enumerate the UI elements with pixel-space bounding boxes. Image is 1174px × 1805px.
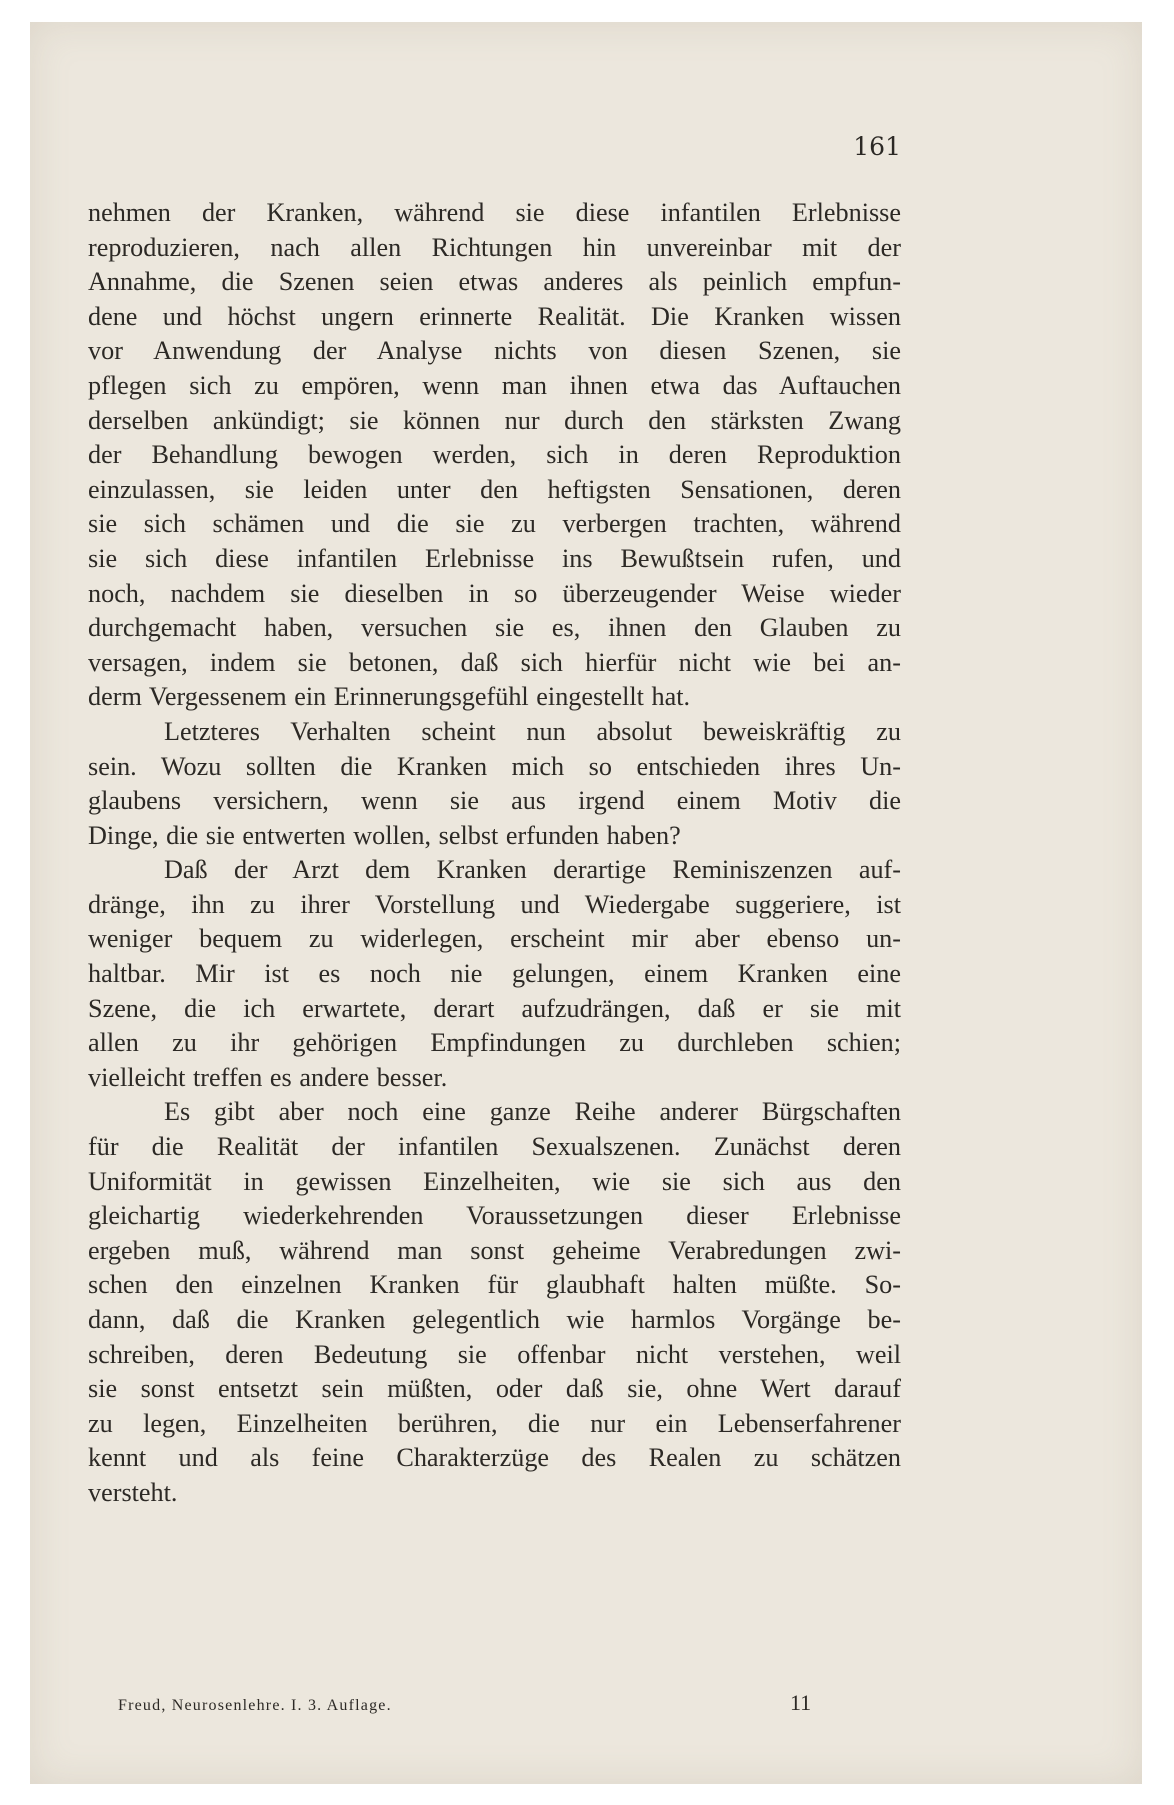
text-line: noch, nachdem sie dieselben in so überzeugender Weise wieder [88, 578, 901, 608]
text-line: Uniformität in gewissen Einzelheiten, wie sie sich aus den [88, 1166, 901, 1196]
text-line: schreiben, deren Bedeutung sie offenbar nicht verstehen, weil [88, 1339, 901, 1369]
text-line: haltbar. Mir ist es noch nie gelungen, einem Kranken eine [88, 959, 901, 989]
text-line: dränge, ihn zu ihrer Vorstellung und Wiedergabe suggeriere, ist [88, 889, 901, 919]
footer-source-line: Freud, Neurosenlehre. I. 3. Auflage. [118, 1697, 392, 1714]
text-line: derm Vergessenem ein Erinnerungsgefühl eingestellt hat. [88, 682, 691, 712]
text-line: weniger bequem zu widerlegen, erscheint mir aber ebenso un- [88, 924, 901, 954]
page-body-text [88, 196, 901, 1511]
text-line: vor Anwendung der Analyse nichts von diesen Szenen, sie [88, 336, 901, 366]
signature-mark: 11 [790, 1690, 812, 1715]
text-line: kennt und als feine Charakterzüge des Realen zu schätzen [88, 1443, 901, 1473]
text-line: pflegen sich zu empören, wenn man ihnen etwa das Auftauchen [88, 370, 901, 400]
text-line: allen zu ihr gehörigen Empfindungen zu durchleben schien; [88, 1028, 901, 1058]
text-line: Szene, die ich erwartete, derart aufzudrängen, daß er sie mit [88, 993, 901, 1023]
text-line: Annahme, die Szenen seien etwas anderes als peinlich empfun- [88, 267, 901, 297]
text-line: nehmen der Kranken, während sie diese infantilen Erlebnisse [88, 198, 901, 227]
text-line: versagen, indem sie betonen, daß sich hierfür nicht wie bei an- [88, 647, 901, 677]
text-line: glaubens versichern, wenn sie aus irgend einem Motiv die [88, 786, 901, 816]
text-line: Es gibt aber noch eine ganze Reihe anderer Bürgschaften [164, 1097, 901, 1127]
text-line: Letzteres Verhalten scheint nun absolut beweiskräftig zu [164, 716, 901, 746]
text-line: sie sich schämen und die sie zu verbergen trachten, während [88, 509, 901, 539]
text-line: dann, daß die Kranken gelegentlich wie harmlos Vorgänge be- [88, 1305, 901, 1334]
text-line: schen den einzelnen Kranken für glaubhaft halten müßte. So- [88, 1270, 901, 1300]
text-line: reproduzieren, nach allen Richtungen hin unvereinbar mit der [88, 232, 901, 262]
text-line: sein. Wozu sollten die Kranken mich so entschieden ihres Un- [88, 751, 901, 781]
text-line: Daß der Arzt dem Kranken derartige Reminiszenzen auf- [164, 855, 901, 885]
text-line: sie sich diese infantilen Erlebnisse ins Bewußtsein rufen, und [88, 543, 901, 573]
text-line: Dinge, die sie entwerten wollen, selbst erfunden haben? [88, 820, 681, 850]
page-number: 161 [853, 132, 901, 161]
text-line: derselben ankündigt; sie können nur durch den stärksten Zwang [88, 405, 901, 435]
text-line: einzulassen, sie leiden unter den heftigsten Sensationen, deren [88, 474, 901, 504]
text-line: für die Realität der infantilen Sexualszenen. Zunächst deren [88, 1132, 901, 1162]
text-line: vielleicht treffen es andere besser. [88, 1062, 448, 1092]
text-line: der Behandlung bewogen werden, sich in deren Reproduktion [88, 440, 901, 470]
text-line: durchgemacht haben, versuchen sie es, ihnen den Glauben zu [88, 613, 901, 643]
text-line: gleichartig wiederkehrenden Voraussetzungen dieser Erlebnisse [88, 1201, 901, 1231]
text-line: zu legen, Einzelheiten berühren, die nur ein Lebenserfahrener [88, 1408, 901, 1438]
text-line: sie sonst entsetzt sein müßten, oder daß sie, ohne Wert darauf [88, 1374, 901, 1404]
text-line: versteht. [88, 1477, 178, 1507]
text-line: ergeben muß, während man sonst geheime Verabredungen zwi- [88, 1235, 901, 1265]
text-line: dene und höchst ungern erinnerte Realität. Die Kranken wissen [88, 301, 901, 331]
